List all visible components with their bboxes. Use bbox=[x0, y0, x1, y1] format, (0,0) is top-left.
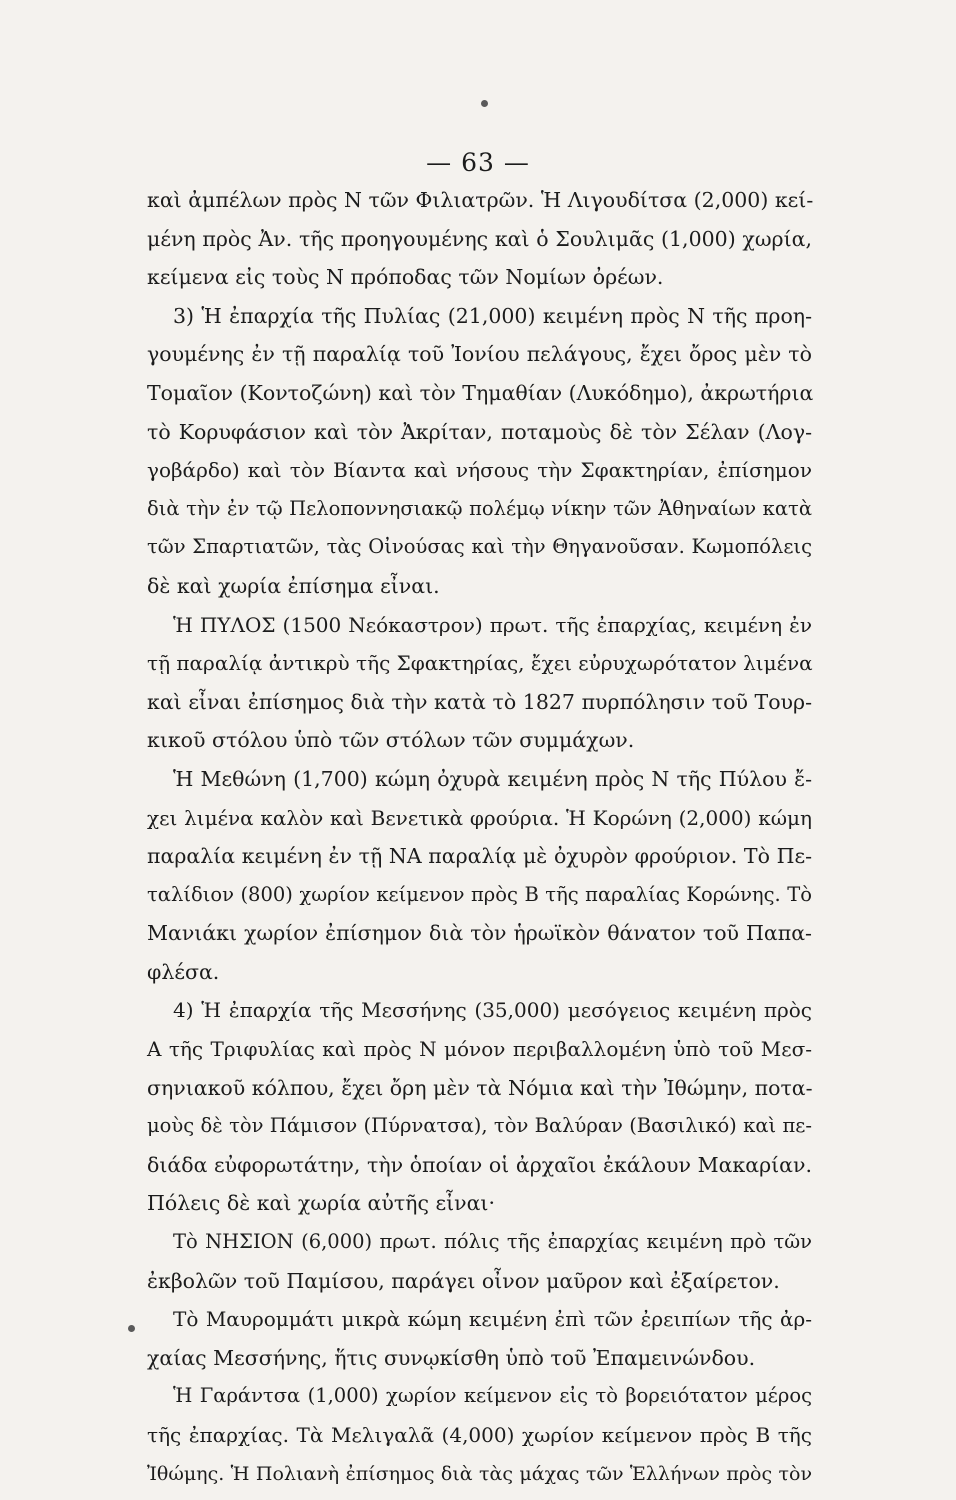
text-line: παραλία κειμένη ἐν τῇ ΝΑ παραλίᾳ μὲ ὀχυρὸν φρούριον. Τὸ Πε- bbox=[147, 844, 812, 869]
text-line: διὰ τὴν ἐν τῷ Πελοποννησιακῷ πολέμῳ νίκην τῶν Ἀθηναίων κατὰ bbox=[147, 496, 812, 520]
text-line: καὶ εἶναι ἐπίσημος διὰ τὴν κατὰ τὸ 1827 πυρπόλησιν τοῦ Τουρ- bbox=[147, 689, 812, 714]
text-line: κείμενα εἰς τοὺς Ν πρόποδας τῶν Νομίων ὀρέων. bbox=[147, 265, 664, 290]
text-line: δὲ καὶ χωρία ἐπίσημα εἶναι. bbox=[147, 573, 440, 598]
text-line: 4) Ἡ ἐπαρχία τῆς Μεσσήνης (35,000) μεσόγειος κειμένη πρὸς bbox=[173, 998, 812, 1023]
text-line: τῶν Σπαρτιατῶν, τὰς Οἰνούσας καὶ τὴν Θηγανοῦσαν. Κωμοπόλεις bbox=[147, 535, 812, 559]
text-line: σηνιακοῦ κόλπου, ἔχει ὄρη μὲν τὰ Νόμια καὶ τὴν Ἰθώμην, ποτα- bbox=[147, 1075, 813, 1100]
text-line: μοὺς δὲ τὸν Πάμισον (Πύρνατσα), τὸν Βαλύραν (Βασιλικό) καὶ πε- bbox=[147, 1114, 812, 1138]
ink-speck bbox=[128, 1325, 135, 1332]
text-line: Ἡ ΠΥΛΟΣ (1500 Νεόκαστρον) πρωτ. τῆς ἐπαρχίας, κειμένη ἐν bbox=[173, 612, 812, 637]
page-number: — 63 — bbox=[426, 148, 530, 177]
text-line: φλέσα. bbox=[147, 959, 220, 984]
text-line: Τὸ ΝΗΣΙΟΝ (6,000) πρωτ. πόλις τῆς ἐπαρχίας κειμένη πρὸ τῶν bbox=[173, 1230, 812, 1254]
text-line: ἐκβολῶν τοῦ Παμίσου, παράγει οἶνον μαῦρον καὶ ἐξαίρετον. bbox=[147, 1268, 780, 1293]
ink-speck bbox=[481, 100, 488, 107]
text-line: τὸ Κορυφάσιον καὶ τὸν Ἀκρίταν, ποταμοὺς δὲ τὸν Σέλαν (Λογ- bbox=[147, 419, 812, 444]
text-line: ταλίδιον (800) χωρίον κείμενον πρὸς Β τῆς παραλίας Κορώνης. Τὸ bbox=[147, 882, 812, 906]
text-line: Ἡ Γαράντσα (1,000) χωρίον κείμενον εἰς τὸ βορειότατον μέρος bbox=[173, 1384, 812, 1408]
text-line: 3) Ἡ ἐπαρχία τῆς Πυλίας (21,000) κειμένη πρὸς Ν τῆς προη- bbox=[173, 303, 812, 328]
text-line: γουμένης ἐν τῇ παραλίᾳ τοῦ Ἰονίου πελάγους, ἔχει ὄρος μὲν τὸ bbox=[147, 342, 812, 367]
text-line: διάδα εὐφορωτάτην, τὴν ὁποίαν οἱ ἀρχαῖοι ἐκάλουν Μακαρίαν. bbox=[147, 1152, 812, 1177]
body-text bbox=[147, 181, 812, 1493]
text-line: καὶ ἀμπέλων πρὸς Ν τῶν Φιλιατρῶν. Ἡ Λιγουδίτσα (2,000) κεί- bbox=[147, 188, 814, 212]
text-line: Πόλεις δὲ καὶ χωρία αὐτῆς εἶναι· bbox=[147, 1191, 495, 1216]
text-line: Ἡ Μεθώνη (1,700) κώμη ὀχυρὰ κειμένη πρὸς Ν τῆς Πύλου ἔ- bbox=[173, 766, 812, 791]
text-line: Ἰθώμης. Ἡ Πολιανὴ ἐπίσημος διὰ τὰς μάχας τῶν Ἑλλήνων πρὸς τὸν bbox=[147, 1462, 812, 1485]
text-line: γοβάρδο) καὶ τὸν Βίαντα καὶ νήσους τὴν Σφακτηρίαν, ἐπίσημον bbox=[147, 458, 812, 483]
text-line: χει λιμένα καλὸν καὶ Βενετικὰ φρούρια. Ἡ Κορώνη (2,000) κώμη bbox=[147, 805, 812, 830]
text-line: κικοῦ στόλου ὑπὸ τῶν στόλων τῶν συμμάχων. bbox=[147, 728, 635, 753]
text-line: μένη πρὸς Ἀν. τῆς προηγουμένης καὶ ὁ Σουλιμᾶς (1,000) χωρία, bbox=[147, 226, 812, 251]
text-line: τῆς ἐπαρχίας. Τὰ Μελιγαλᾶ (4,000) χωρίον κείμενον πρὸς Β τῆς bbox=[147, 1423, 812, 1447]
text-line: τῇ παραλίᾳ ἀντικρὺ τῆς Σφακτηρίας, ἔχει εὐρυχωρότατον λιμένα bbox=[147, 651, 813, 676]
text-line: Τὸ Μαυρομμάτι μικρὰ κώμη κειμένη ἐπὶ τῶν ἐρειπίων τῆς ἀρ- bbox=[173, 1307, 812, 1332]
text-line: Τομαῖον (Κοντοζώνη) καὶ τὸν Τημαθίαν (Λυκόδημο), ἀκρωτήρια bbox=[147, 380, 814, 405]
text-line: χαίας Μεσσήνης, ἥτις συνῳκίσθη ὑπὸ τοῦ Ἐπαμεινώνδου. bbox=[147, 1345, 756, 1370]
text-line: Α τῆς Τριφυλίας καὶ πρὸς Ν μόνον περιβαλλομένη ὑπὸ τοῦ Μεσ- bbox=[147, 1037, 812, 1062]
text-line: Μανιάκι χωρίον ἐπίσημον διὰ τὸν ἡρωϊκὸν θάνατον τοῦ Παπα- bbox=[147, 921, 812, 946]
